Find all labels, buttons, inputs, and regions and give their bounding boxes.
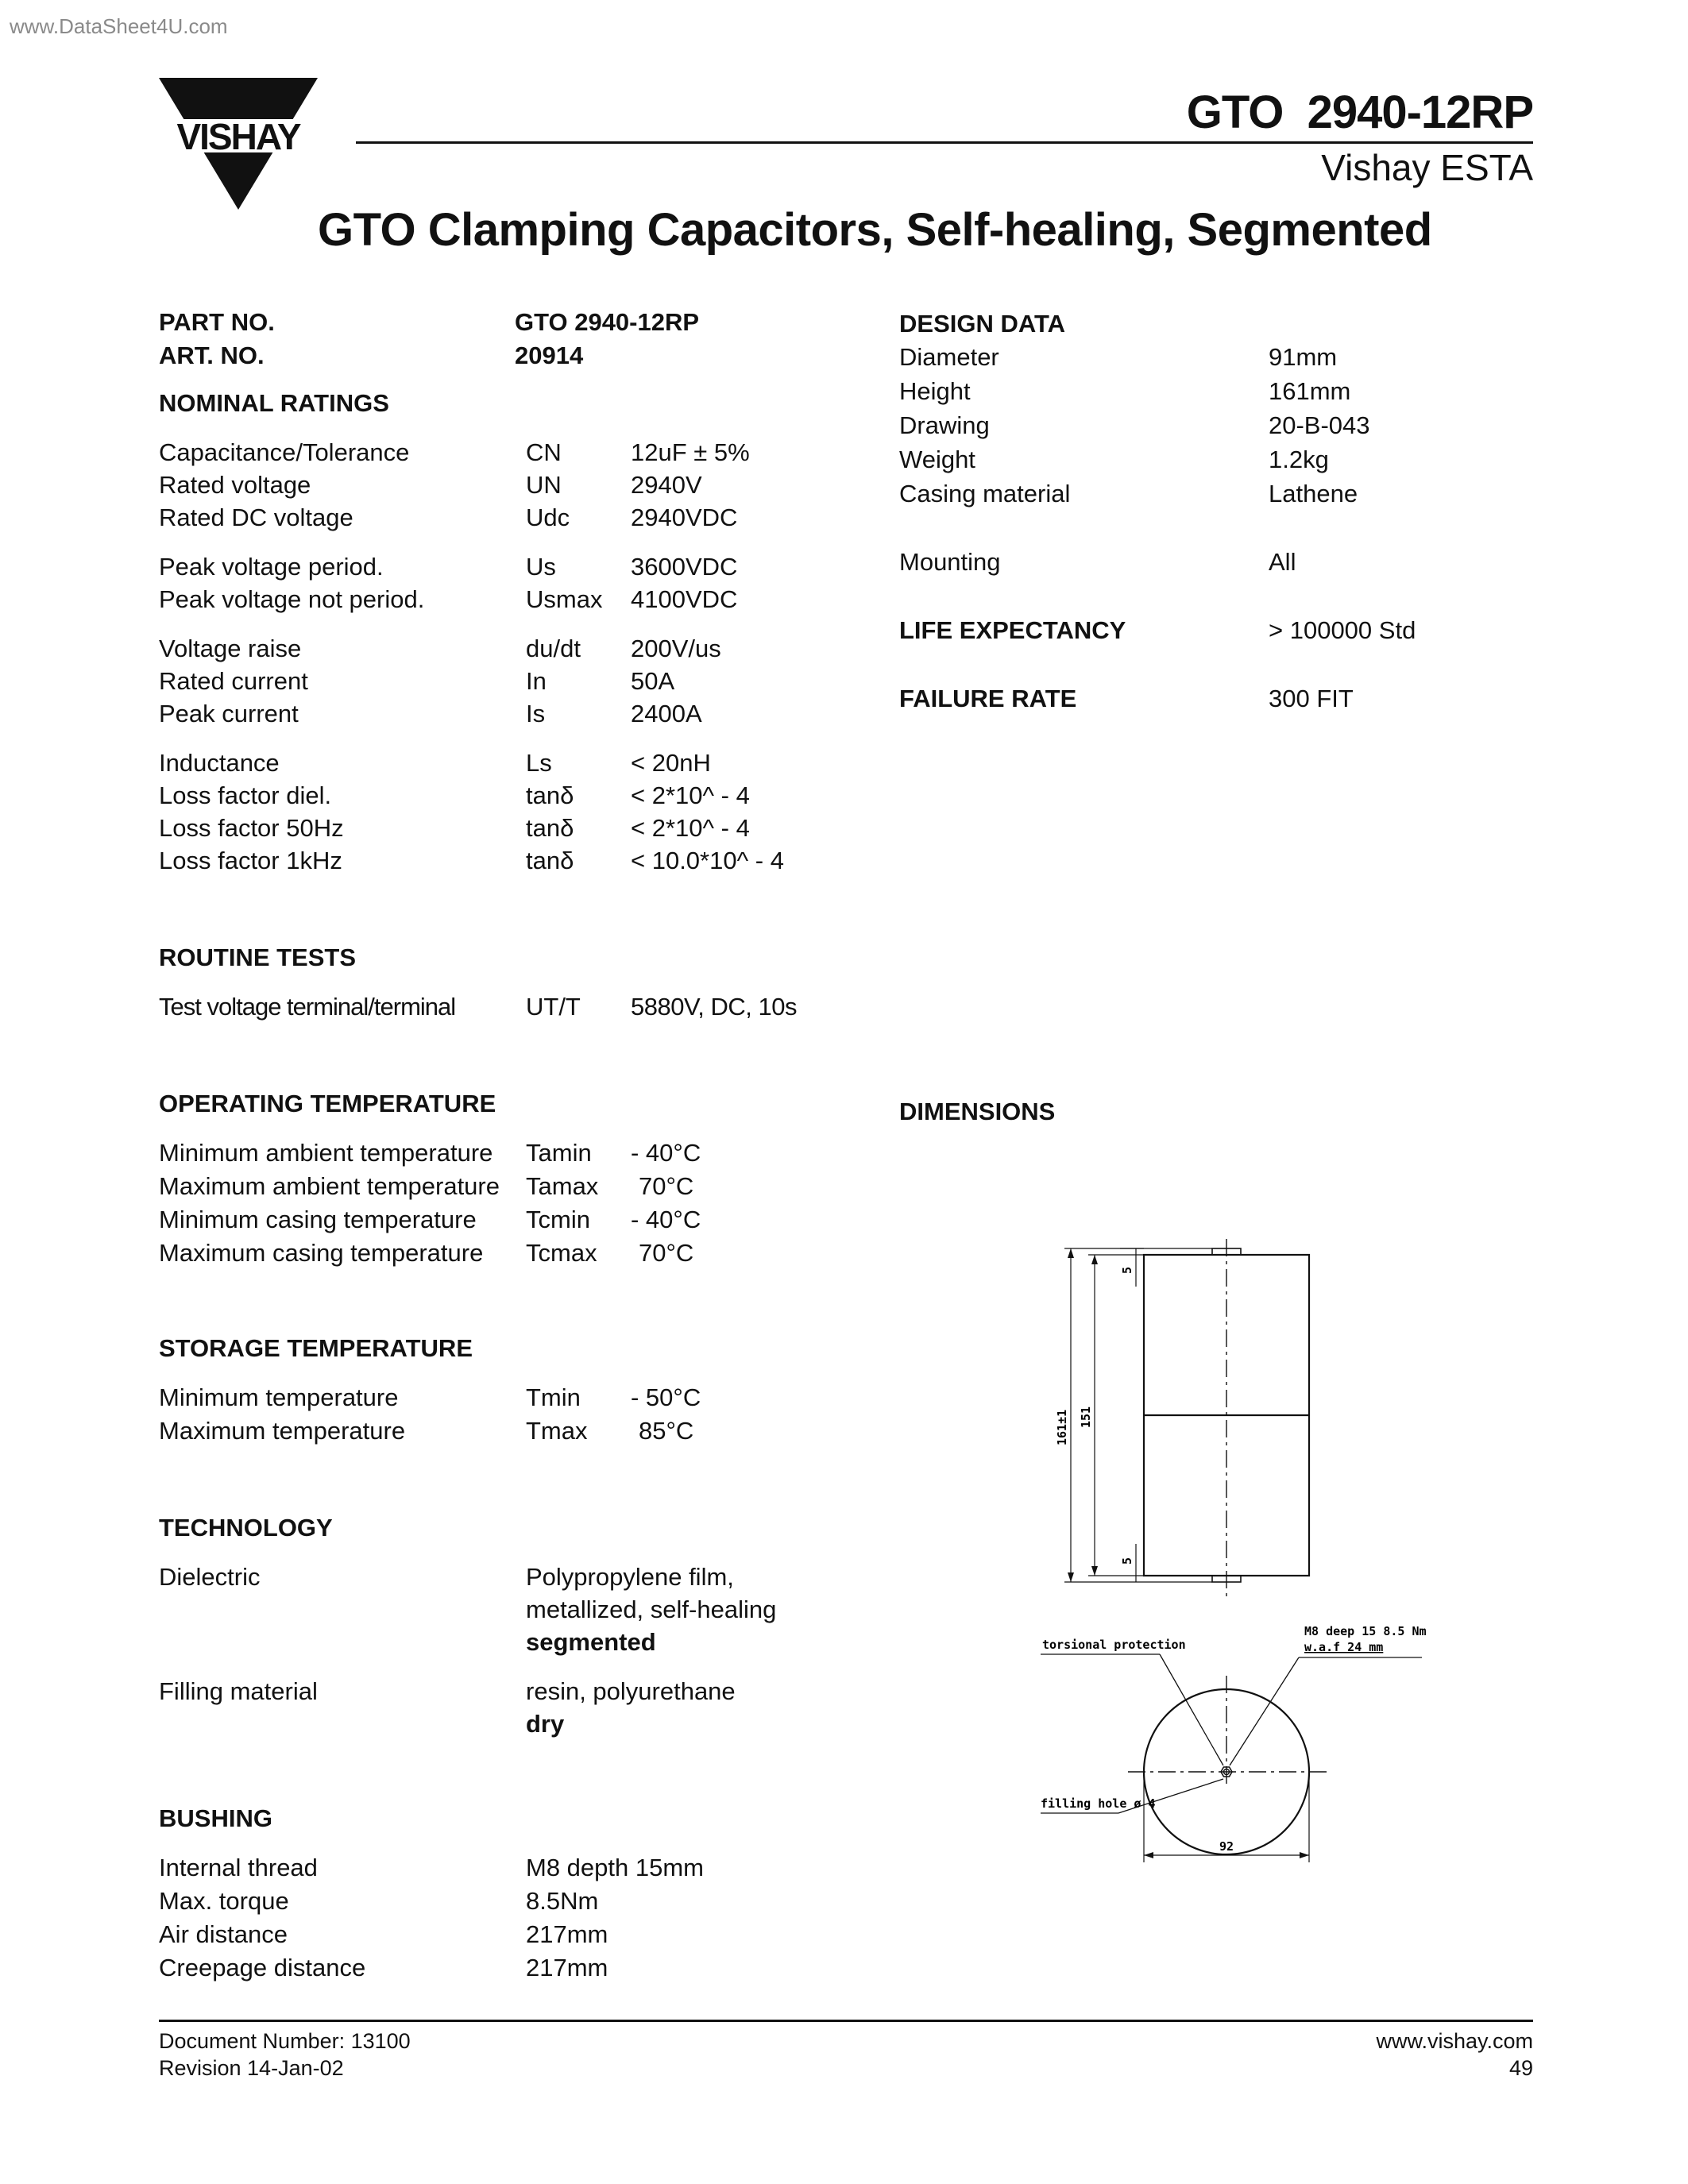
row-symbol: Usmax xyxy=(526,585,603,613)
row-value: 70°C xyxy=(639,1172,694,1200)
row-label: Peak voltage period. xyxy=(159,553,384,581)
filling-material-line: resin, polyurethane xyxy=(526,1677,736,1705)
page-number: 49 xyxy=(1508,2056,1533,2080)
row-symbol: Udc xyxy=(526,504,570,531)
row-label: Weight xyxy=(899,446,975,473)
row-value: < 20nH xyxy=(631,749,711,777)
filling-hole-label: filling hole ø 4 xyxy=(1041,1796,1156,1811)
life-expectancy-label: LIFE EXPECTANCY xyxy=(899,616,1126,644)
revision: Revision 14-Jan-02 xyxy=(159,2056,344,2080)
dim-5-bottom-label: 5 xyxy=(1120,1557,1134,1565)
filling-material-bold: dry xyxy=(526,1710,565,1738)
routine-row-symbol: UT/T xyxy=(526,993,581,1021)
row-label: Loss factor 1kHz xyxy=(159,847,342,874)
row-label: Maximum casing temperature xyxy=(159,1239,484,1267)
row-symbol: Tamax xyxy=(526,1172,599,1200)
technology-title: TECHNOLOGY xyxy=(159,1514,333,1542)
row-value: 8.5Nm xyxy=(526,1887,599,1915)
routine-row-label: Test voltage terminal/terminal xyxy=(159,993,456,1021)
row-value: - 40°C xyxy=(631,1206,701,1233)
row-value: All xyxy=(1269,548,1296,576)
row-label: Height xyxy=(899,377,971,405)
row-symbol: In xyxy=(526,667,547,695)
header-rule xyxy=(356,141,1533,144)
row-symbol: du/dt xyxy=(526,635,581,662)
row-value: 2940V xyxy=(631,471,702,499)
row-label: Drawing xyxy=(899,411,990,439)
watermark-text: www.DataSheet4U.com xyxy=(10,14,228,38)
row-label: Mounting xyxy=(899,548,1001,576)
row-label: Peak current xyxy=(159,700,299,727)
row-symbol: Tmin xyxy=(526,1383,581,1411)
row-value: 50A xyxy=(631,667,675,695)
header-part-title: GTO 2940-12RP xyxy=(1186,87,1533,138)
dielectric-line-1: Polypropylene film, xyxy=(526,1563,734,1591)
row-symbol: CN xyxy=(526,438,562,466)
bushing-title: BUSHING xyxy=(159,1804,272,1832)
life-expectancy-value: > 100000 Std xyxy=(1269,616,1416,644)
row-value: M8 depth 15mm xyxy=(526,1854,704,1881)
row-label: Rated voltage xyxy=(159,471,311,499)
row-label: Air distance xyxy=(159,1920,288,1948)
part-no-value: GTO 2940-12RP xyxy=(515,308,700,336)
row-value: 200V/us xyxy=(631,635,721,662)
row-symbol: tanδ xyxy=(526,847,574,874)
dim-151-label: 151 xyxy=(1079,1406,1093,1428)
art-no-label: ART. NO. xyxy=(159,341,265,369)
row-label: Minimum temperature xyxy=(159,1383,399,1411)
row-value: < 10.0*10^ - 4 xyxy=(631,847,784,874)
row-label: Minimum ambient temperature xyxy=(159,1139,493,1167)
logo-text: VISHAY xyxy=(176,116,300,157)
failure-rate-value: 300 FIT xyxy=(1269,685,1354,712)
dim-92-label: 92 xyxy=(1219,1839,1234,1854)
row-value: 161mm xyxy=(1269,377,1351,405)
row-label: Creepage distance xyxy=(159,1954,366,1981)
row-label: Minimum casing temperature xyxy=(159,1206,477,1233)
row-symbol: Tamin xyxy=(526,1139,592,1167)
row-symbol: Tmax xyxy=(526,1417,588,1445)
row-symbol: Ls xyxy=(526,749,552,777)
dielectric-bold: segmented xyxy=(526,1628,656,1656)
m8-label-line-1: M8 deep 15 8.5 Nm xyxy=(1304,1624,1427,1638)
row-symbol: Us xyxy=(526,553,556,581)
dielectric-line-2: metallized, self-healing xyxy=(526,1596,777,1623)
part-no-label: PART NO. xyxy=(159,308,275,336)
row-value: 12uF ± 5% xyxy=(631,438,750,466)
vishay-logo xyxy=(151,76,326,219)
row-label: Rated current xyxy=(159,667,308,695)
row-symbol: Tcmax xyxy=(526,1239,597,1267)
row-label: Diameter xyxy=(899,343,999,371)
document-number: Document Number: 13100 xyxy=(159,2029,411,2053)
row-value: 2940VDC xyxy=(631,504,738,531)
m8-label-line-2: w.a.f 24 mm xyxy=(1304,1640,1384,1654)
row-label: Loss factor 50Hz xyxy=(159,814,344,842)
routine-row-value: 5880V, DC, 10s xyxy=(631,993,798,1021)
row-value: 2400A xyxy=(631,700,702,727)
torsional-protection-label: torsional protection xyxy=(1042,1638,1186,1652)
row-value: < 2*10^ - 4 xyxy=(631,814,750,842)
row-label: Internal thread xyxy=(159,1854,318,1881)
row-value: 20-B-043 xyxy=(1269,411,1370,439)
row-value: Lathene xyxy=(1269,480,1358,507)
row-label: Inductance xyxy=(159,749,280,777)
row-value: 4100VDC xyxy=(631,585,738,613)
row-value: < 2*10^ - 4 xyxy=(631,781,750,809)
operating-temperature-title: OPERATING TEMPERATURE xyxy=(159,1090,496,1117)
failure-rate-label: FAILURE RATE xyxy=(899,685,1077,712)
art-no-value: 20914 xyxy=(515,341,584,369)
storage-temperature-title: STORAGE TEMPERATURE xyxy=(159,1334,473,1362)
row-value: 217mm xyxy=(526,1954,608,1981)
design-data-title: DESIGN DATA xyxy=(899,310,1065,338)
row-symbol: Is xyxy=(526,700,546,727)
row-label: Maximum temperature xyxy=(159,1417,406,1445)
footer-rule xyxy=(159,2020,1533,2022)
nominal-ratings-title: NOMINAL RATINGS xyxy=(159,389,389,417)
row-label: Peak voltage not period. xyxy=(159,585,425,613)
row-label: Rated DC voltage xyxy=(159,504,353,531)
website-link[interactable]: www.vishay.com xyxy=(1376,2029,1533,2053)
row-value: - 40°C xyxy=(631,1139,701,1167)
row-label: Voltage raise xyxy=(159,635,302,662)
row-value: 1.2kg xyxy=(1269,446,1329,473)
row-symbol: tanδ xyxy=(526,814,574,842)
row-value: 217mm xyxy=(526,1920,608,1948)
row-symbol: tanδ xyxy=(526,781,574,809)
filling-material-label: Filling material xyxy=(159,1677,318,1705)
row-value: 70°C xyxy=(639,1239,694,1267)
row-label: Capacitance/Tolerance xyxy=(159,438,410,466)
row-value: 85°C xyxy=(639,1417,694,1445)
row-label: Loss factor diel. xyxy=(159,781,332,809)
row-symbol: UN xyxy=(526,471,562,499)
row-symbol: Tcmin xyxy=(526,1206,590,1233)
dimensions-drawing xyxy=(1025,1215,1485,1874)
row-value: - 50°C xyxy=(631,1383,701,1411)
dim-5-top-label: 5 xyxy=(1120,1266,1134,1274)
page-title: GTO Clamping Capacitors, Self-healing, Segmented xyxy=(318,204,1432,256)
row-label: Max. torque xyxy=(159,1887,289,1915)
row-value: 3600VDC xyxy=(631,553,738,581)
dim-161-label: 161±1 xyxy=(1055,1409,1069,1445)
dielectric-label: Dielectric xyxy=(159,1563,261,1591)
row-label: Casing material xyxy=(899,480,1071,507)
routine-tests-title: ROUTINE TESTS xyxy=(159,943,357,971)
dimensions-title: DIMENSIONS xyxy=(899,1098,1056,1125)
header-company: Vishay ESTA xyxy=(1321,147,1533,188)
row-value: 91mm xyxy=(1269,343,1338,371)
row-label: Maximum ambient temperature xyxy=(159,1172,500,1200)
